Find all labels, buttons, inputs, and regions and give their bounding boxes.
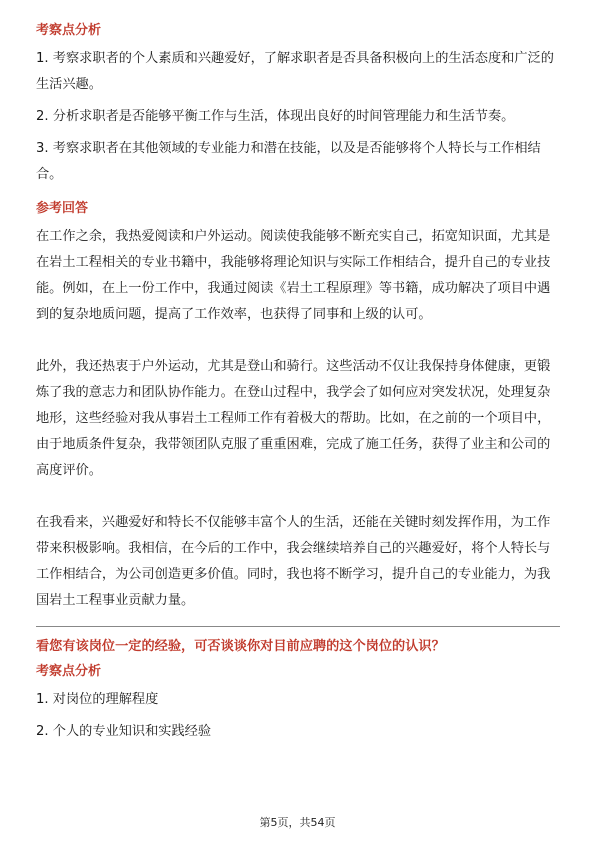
answer-paragraph-3: 在我看来，兴趣爱好和特长不仅能够丰富个人的生活，还能在关键时刻发挥作用，为工作带来积极影响。我相信，在今后的工作中，我会继续培养自己的兴趣爱好，将个人特长与工作相结合，为公司创造更多价值。同时，我也将不断学习，提升自己的专业能力，为我国岩土工程事业贡献力量。	[36, 515, 551, 608]
page-content	[36, 22, 561, 745]
analysis-item-3: 3. 考察求职者在其他领域的专业能力和潜在技能，以及是否能够将个人特长与工作相结合。	[36, 141, 541, 182]
section-heading-analysis-2: 考察点分析	[36, 664, 102, 679]
answer-paragraph-2: 此外，我还热衷于户外运动，尤其是登山和骑行。这些活动不仅让我保持身体健康，更锻炼了我的意志力和团队协作能力。在登山过程中，我学会了如何应对突发状况，处理复杂地形，这些经验对我从事岩土工程师工作有着极大的帮助。比如，在之前的一个项目中，由于地质条件复杂，我带领团队克服了重重困难，完成了施工任务，获得了业主和公司的高度评价。	[36, 359, 551, 478]
page-number-footer: 第5页，共54页	[259, 816, 336, 829]
section-heading-analysis: 考察点分析	[36, 23, 102, 38]
analysis-item-2: 2. 分析求职者是否能够平衡工作与生活，体现出良好的时间管理能力和生活节奏。	[36, 109, 515, 124]
section-divider	[36, 626, 560, 627]
section-heading-answer: 参考回答	[36, 201, 89, 216]
analysis-item-1: 1. 考察求职者的个人素质和兴趣爱好，了解求职者是否具备积极向上的生活态度和广泛的生活兴趣。	[36, 51, 554, 92]
analysis2-item-2: 2. 个人的专业知识和实践经验	[36, 724, 212, 739]
interview-question: 看您有该岗位一定的经验，可否谈谈你对目前应聘的这个岗位的认识？	[36, 639, 445, 654]
analysis2-item-1: 1. 对岗位的理解程度	[36, 692, 159, 707]
answer-paragraph-1: 在工作之余，我热爱阅读和户外运动。阅读使我能够不断充实自己，拓宽知识面，尤其是在岩土工程相关的专业书籍中，我能够将理论知识与实际工作相结合，提升自己的专业技能。例如，在上一份工作中，我通过阅读《岩土工程原理》等书籍，成功解决了项目中遇到的复杂地质问题，提高了工作效率，也获得了同事和上级的认可。	[36, 229, 551, 322]
